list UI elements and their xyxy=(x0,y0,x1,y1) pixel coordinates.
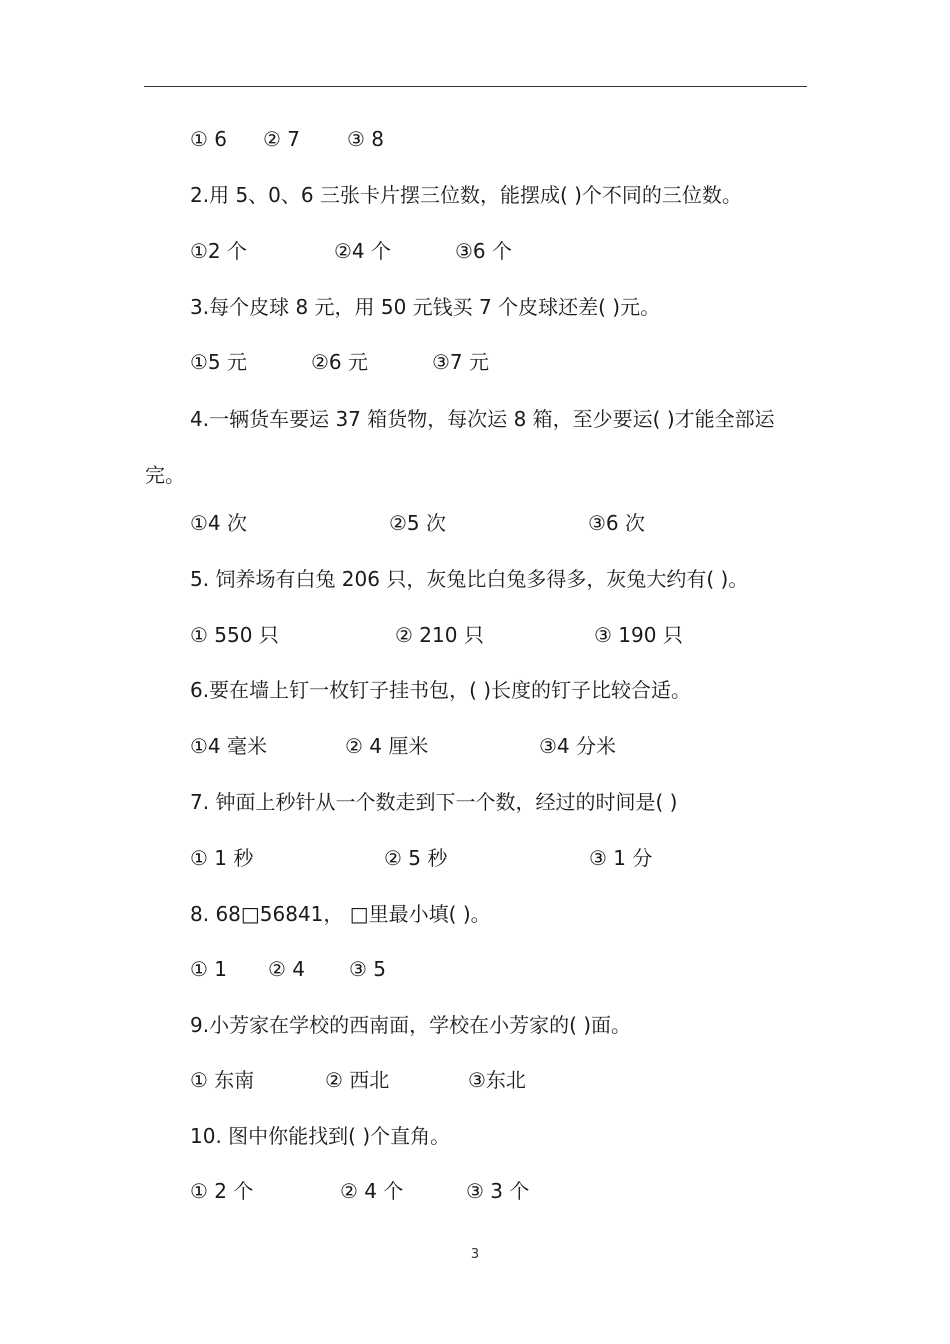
q4-option-3: ③6 次 xyxy=(588,511,646,535)
question-8: 8. 68□56841， □里最小填( )。 xyxy=(190,902,491,926)
q9-option-1: ① 东南 xyxy=(190,1068,255,1092)
q10-option-1: ① 2 个 xyxy=(190,1179,254,1203)
question-2: 2.用 5、0、6 三张卡片摆三位数，能摆成( )个不同的三位数。 xyxy=(190,183,742,207)
q7-option-3: ③ 1 分 xyxy=(589,846,653,870)
q7-option-1: ① 1 秒 xyxy=(190,846,254,870)
question-3: 3.每个皮球 8 元，用 50 元钱买 7 个皮球还差( )元。 xyxy=(190,295,661,319)
q10-option-3: ③ 3 个 xyxy=(466,1179,530,1203)
q2-option-1: ①2 个 xyxy=(190,239,248,263)
page-number: 3 xyxy=(470,1247,480,1262)
q4-option-1: ①4 次 xyxy=(190,511,248,535)
q8-option-1: ① 1 xyxy=(190,957,228,981)
q5-option-3: ③ 190 只 xyxy=(594,623,683,647)
header-rule xyxy=(144,86,807,87)
question-9: 9.小芳家在学校的西南面，学校在小芳家的( )面。 xyxy=(190,1013,632,1037)
question-5: 5. 饲养场有白兔 206 只，灰兔比白兔多得多，灰兔大约有( )。 xyxy=(190,567,749,591)
q10-option-2: ② 4 个 xyxy=(340,1179,404,1203)
question-7: 7. 钟面上秒针从一个数走到下一个数，经过的时间是( ) xyxy=(190,790,678,814)
q9-option-3: ③东北 xyxy=(468,1068,526,1092)
q5-option-1: ① 550 只 xyxy=(190,623,279,647)
q1-option-1: ① 6 xyxy=(190,127,228,151)
q6-option-3: ③4 分米 xyxy=(539,734,617,758)
q8-option-2: ② 4 xyxy=(268,957,306,981)
q6-option-2: ② 4 厘米 xyxy=(345,734,429,758)
question-10: 10. 图中你能找到( )个直角。 xyxy=(190,1124,451,1148)
q2-option-3: ③6 个 xyxy=(455,239,513,263)
q6-option-1: ①4 毫米 xyxy=(190,734,268,758)
q2-option-2: ②4 个 xyxy=(334,239,392,263)
q1-option-3: ③ 8 xyxy=(347,127,385,151)
q4-option-2: ②5 次 xyxy=(389,511,447,535)
q9-option-2: ② 西北 xyxy=(325,1068,390,1092)
q5-option-2: ② 210 只 xyxy=(395,623,484,647)
q3-option-1: ①5 元 xyxy=(190,350,248,374)
q3-option-3: ③7 元 xyxy=(432,350,490,374)
question-6: 6.要在墙上钉一枚钉子挂书包，( )长度的钉子比较合适。 xyxy=(190,678,692,702)
q8-option-3: ③ 5 xyxy=(349,957,387,981)
q7-option-2: ② 5 秒 xyxy=(384,846,448,870)
question-4: 4.一辆货车要运 37 箱货物，每次运 8 箱，至少要运( )才能全部运完。 xyxy=(145,407,775,487)
q1-option-2: ② 7 xyxy=(263,127,301,151)
q3-option-2: ②6 元 xyxy=(311,350,369,374)
